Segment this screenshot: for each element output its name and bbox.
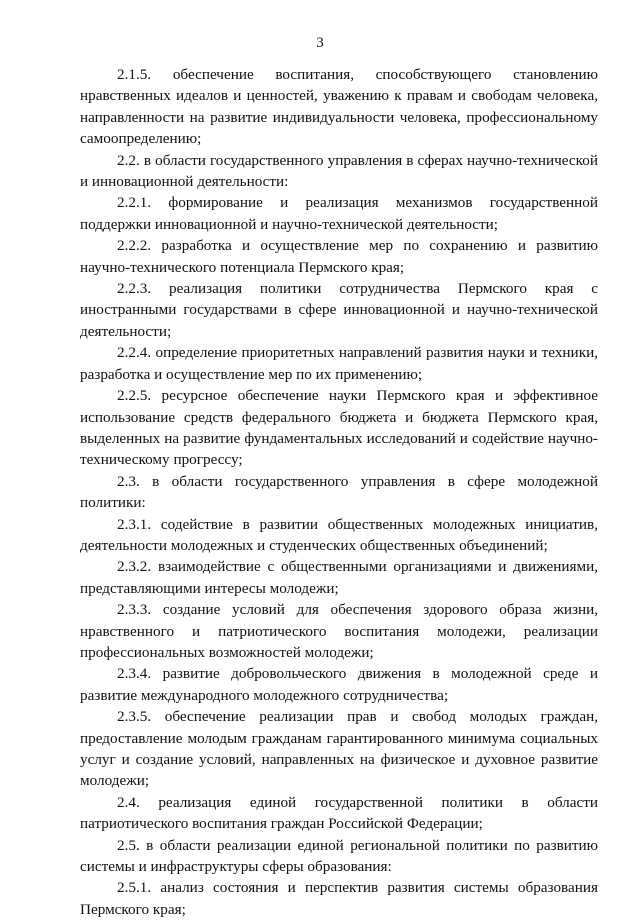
paragraph-2-5: 2.5. в области реализации единой региональной политики по развитию системы и инфраструктуры сферы образования: <box>80 836 598 876</box>
document-body <box>80 64 598 920</box>
paragraph-2-2-3: 2.2.3. реализация политики сотрудничества Пермского края с иностранными государствами в сфере инновационной и научно-технической деятельности; <box>80 280 598 340</box>
paragraph-2-2: 2.2. в области государственного управления в сферах научно-технической и инновационной деятельности: <box>80 151 598 191</box>
paragraph-2-3-5: 2.3.5. обеспечение реализации прав и свобод молодых граждан, предоставление молодым гражданам гарантированного минимума социальных услуг и создание условий, направленных на физическое и духовное развитие молодежи; <box>80 708 598 790</box>
paragraph-2-3-2: 2.3.2. взаимодействие с общественными организациями и движениями, представляющими интересы молодежи; <box>80 558 598 597</box>
paragraph-2-3-3: 2.3.3. создание условий для обеспечения здорового образа жизни, нравственного и патриотического воспитания молодежи, реализации профессиональных возможностей молодежи; <box>80 601 598 661</box>
paragraph-2-2-4: 2.2.4. определение приоритетных направлений развития науки и техники, разработка и осуществление мер по их применению; <box>80 344 598 383</box>
paragraph-2-3: 2.3. в области государственного управления в сфере молодежной политики: <box>80 472 598 512</box>
paragraph-2-2-2: 2.2.2. разработка и осуществление мер по сохранению и развитию научно-технического потенциала Пермского края; <box>80 237 598 276</box>
paragraph-2-3-4: 2.3.4. развитие добровольческого движения в молодежной среде и развитие международного молодежного сотрудничества; <box>80 665 598 704</box>
paragraph-2-2-5: 2.2.5. ресурсное обеспечение науки Пермского края и эффективное использование средств федерального бюджета и бюджета Пермского края, выделенных на развитие фундаментальных исследований и содействие научно-техническому прогрессу; <box>80 387 598 469</box>
paragraph-2-3-1: 2.3.1. содействие в развитии общественных молодежных инициатив, деятельности молодежных и студенческих общественных объединений; <box>80 515 598 554</box>
page-number: 3 <box>316 35 324 51</box>
paragraph-2-5-1: 2.5.1. анализ состояния и перспектив развития системы образования Пермского края; <box>80 879 598 918</box>
paragraph-2-1-5: 2.1.5. обеспечение воспитания, способствующего становлению нравственных идеалов и ценностей, уважению к правам и свободам человека, направленности на развитие индивидуальности человека, профессиональному самоопределению; <box>80 66 598 148</box>
paragraph-2-2-1: 2.2.1. формирование и реализация механизмов государственной поддержки инновационной и научно-технической деятельности; <box>80 194 598 233</box>
paragraph-2-4: 2.4. реализация единой государственной политики в области патриотического воспитания граждан Российской Федерации; <box>80 793 598 833</box>
